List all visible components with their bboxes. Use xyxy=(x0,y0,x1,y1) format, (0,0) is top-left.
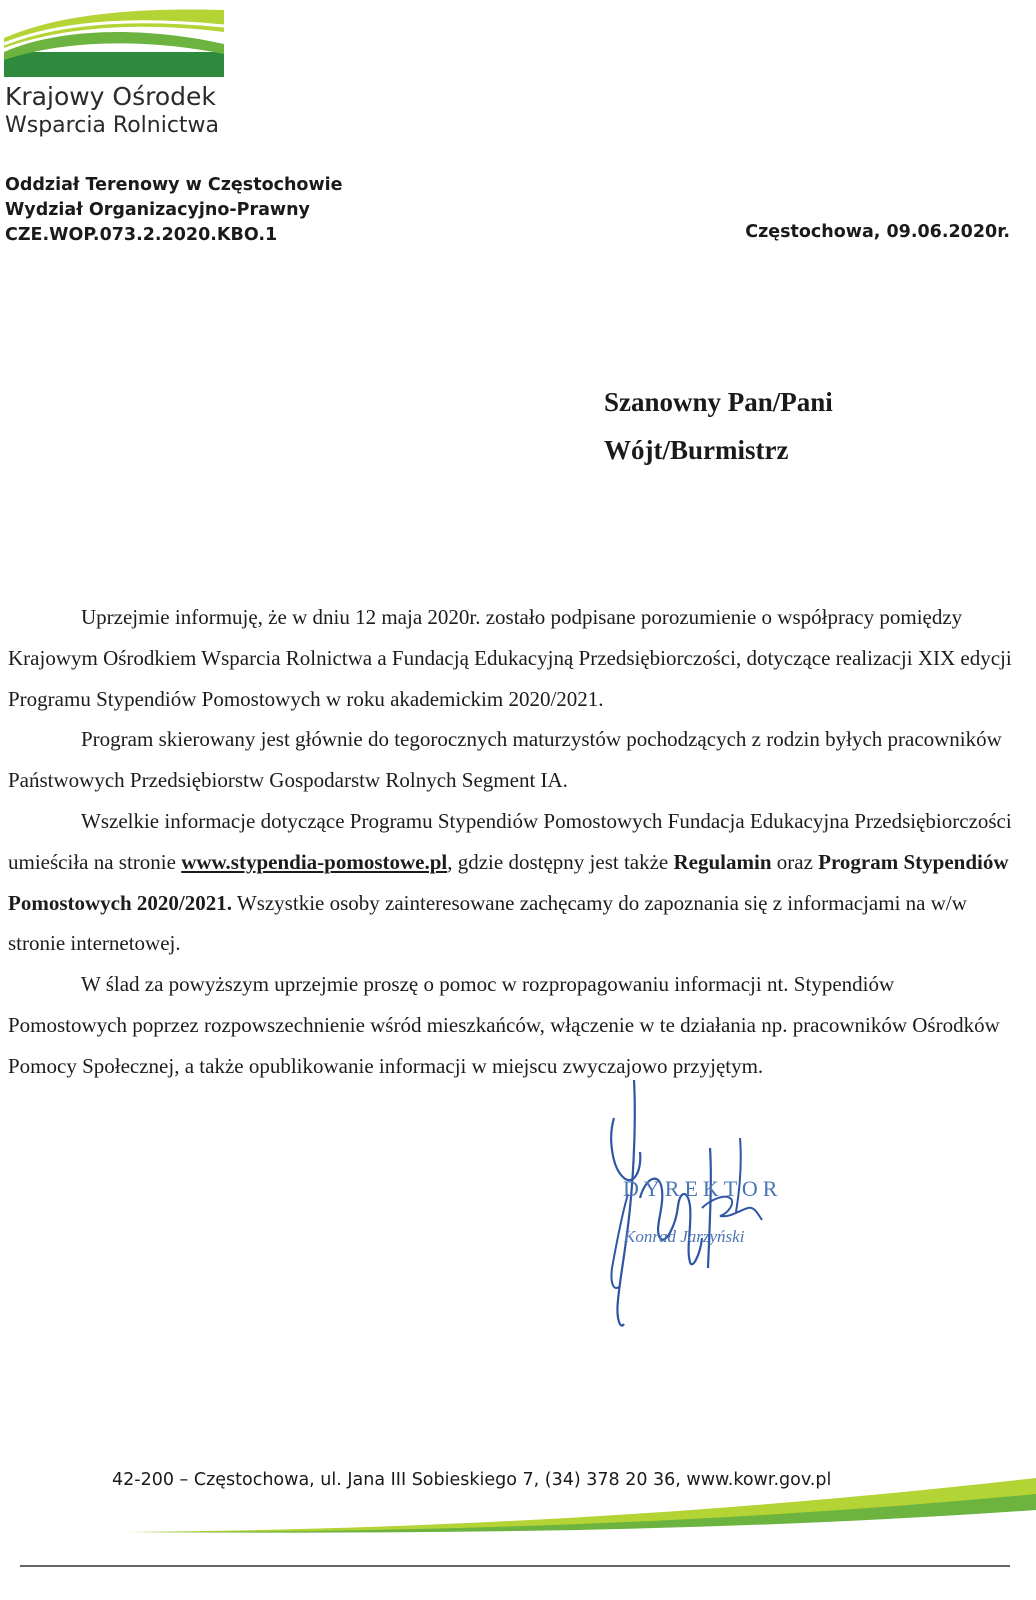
salutation-block xyxy=(604,378,833,474)
stamp-title: DYREKTOR xyxy=(623,1176,783,1201)
paragraph-3-text-b: , gdzie dostępny jest także xyxy=(447,849,674,874)
regulation-name: Regulamin xyxy=(673,849,772,874)
reference-number: CZE.WOP.073.2.2020.KBO.1 xyxy=(5,225,278,245)
kowr-logo-graphic xyxy=(4,8,228,80)
letter-body xyxy=(8,597,1012,1087)
paragraph-3 xyxy=(8,801,1012,964)
department-name: Oddział Terenowy w Częstochowie xyxy=(5,175,343,195)
footer-address: 42-200 – Częstochowa, ul. Jana III Sobieskiego 7, (34) 378 20 36, www.kowr.gov.pl xyxy=(112,1470,832,1490)
place-date: Częstochowa, 09.06.2020r. xyxy=(745,222,1010,242)
website-link[interactable]: www.stypendia-pomostowe.pl xyxy=(181,849,448,874)
paragraph-4: W ślad za powyższym uprzejmie proszę o pomoc w rozpropagowaniu informacji nt. Stypendiów Pomostowych poprzez rozpowszechnienie wśród mieszkańców, włączenie w te działania np. pracowników Ośrodków Pomocy Społecznej, a także opublikowanie informacji w miejscu zwyczajowo przyjętym. xyxy=(8,972,1000,1078)
paragraph-2: Program skierowany jest głównie do tegorocznych maturzystów pochodzących z rodzin byłych pracowników Państwowych Przedsiębiorstw Gospodarstw Rolnych Segment IA. xyxy=(8,727,1002,793)
handwritten-signature xyxy=(590,1078,810,1338)
paragraph-1: Uprzejmie informuję, że w dniu 12 maja 2020r. zostało podpisane porozumienie o współpracy pomiędzy Krajowym Ośrodkiem Wsparcia Rolnictwa a Fundacją Edukacyjną Przedsiębiorczości, dotyczące realizacji XIX edycji Programu Stypendiów Pomostowych w roku akademickim 2020/2021. xyxy=(8,605,1012,711)
paragraph-3-text-a: Wszelkie informacje dotyczące Programu Stypendiów Pomostowych Fundacja Edukacyjna Przedsiębiorczości umieściła na stronie xyxy=(8,808,1012,874)
salutation-line-2: Wójt/Burmistrz xyxy=(604,435,789,465)
stamp-name: Konrad Jarzyński xyxy=(624,1227,745,1246)
program-name: Program Stypendiów Pomostowych 2020/2021. xyxy=(8,849,1009,915)
logo-wordmark xyxy=(5,82,219,140)
logo-line-1: Krajowy Ośrodek xyxy=(5,82,216,111)
letterhead-block xyxy=(5,173,343,248)
salutation-line-1: Szanowny Pan/Pani xyxy=(604,387,833,417)
logo-dark-band xyxy=(4,52,224,77)
logo-line-2: Wsparcia Rolnictwa xyxy=(5,113,220,138)
paragraph-3-text-c: oraz xyxy=(771,849,819,874)
division-name: Wydział Organizacyjno-Prawny xyxy=(5,200,310,220)
paragraph-3-text-d: Wszystkie osoby zainteresowane zachęcamy do zapoznania się z informacjami na w/w stronie internetowej. xyxy=(8,890,967,956)
